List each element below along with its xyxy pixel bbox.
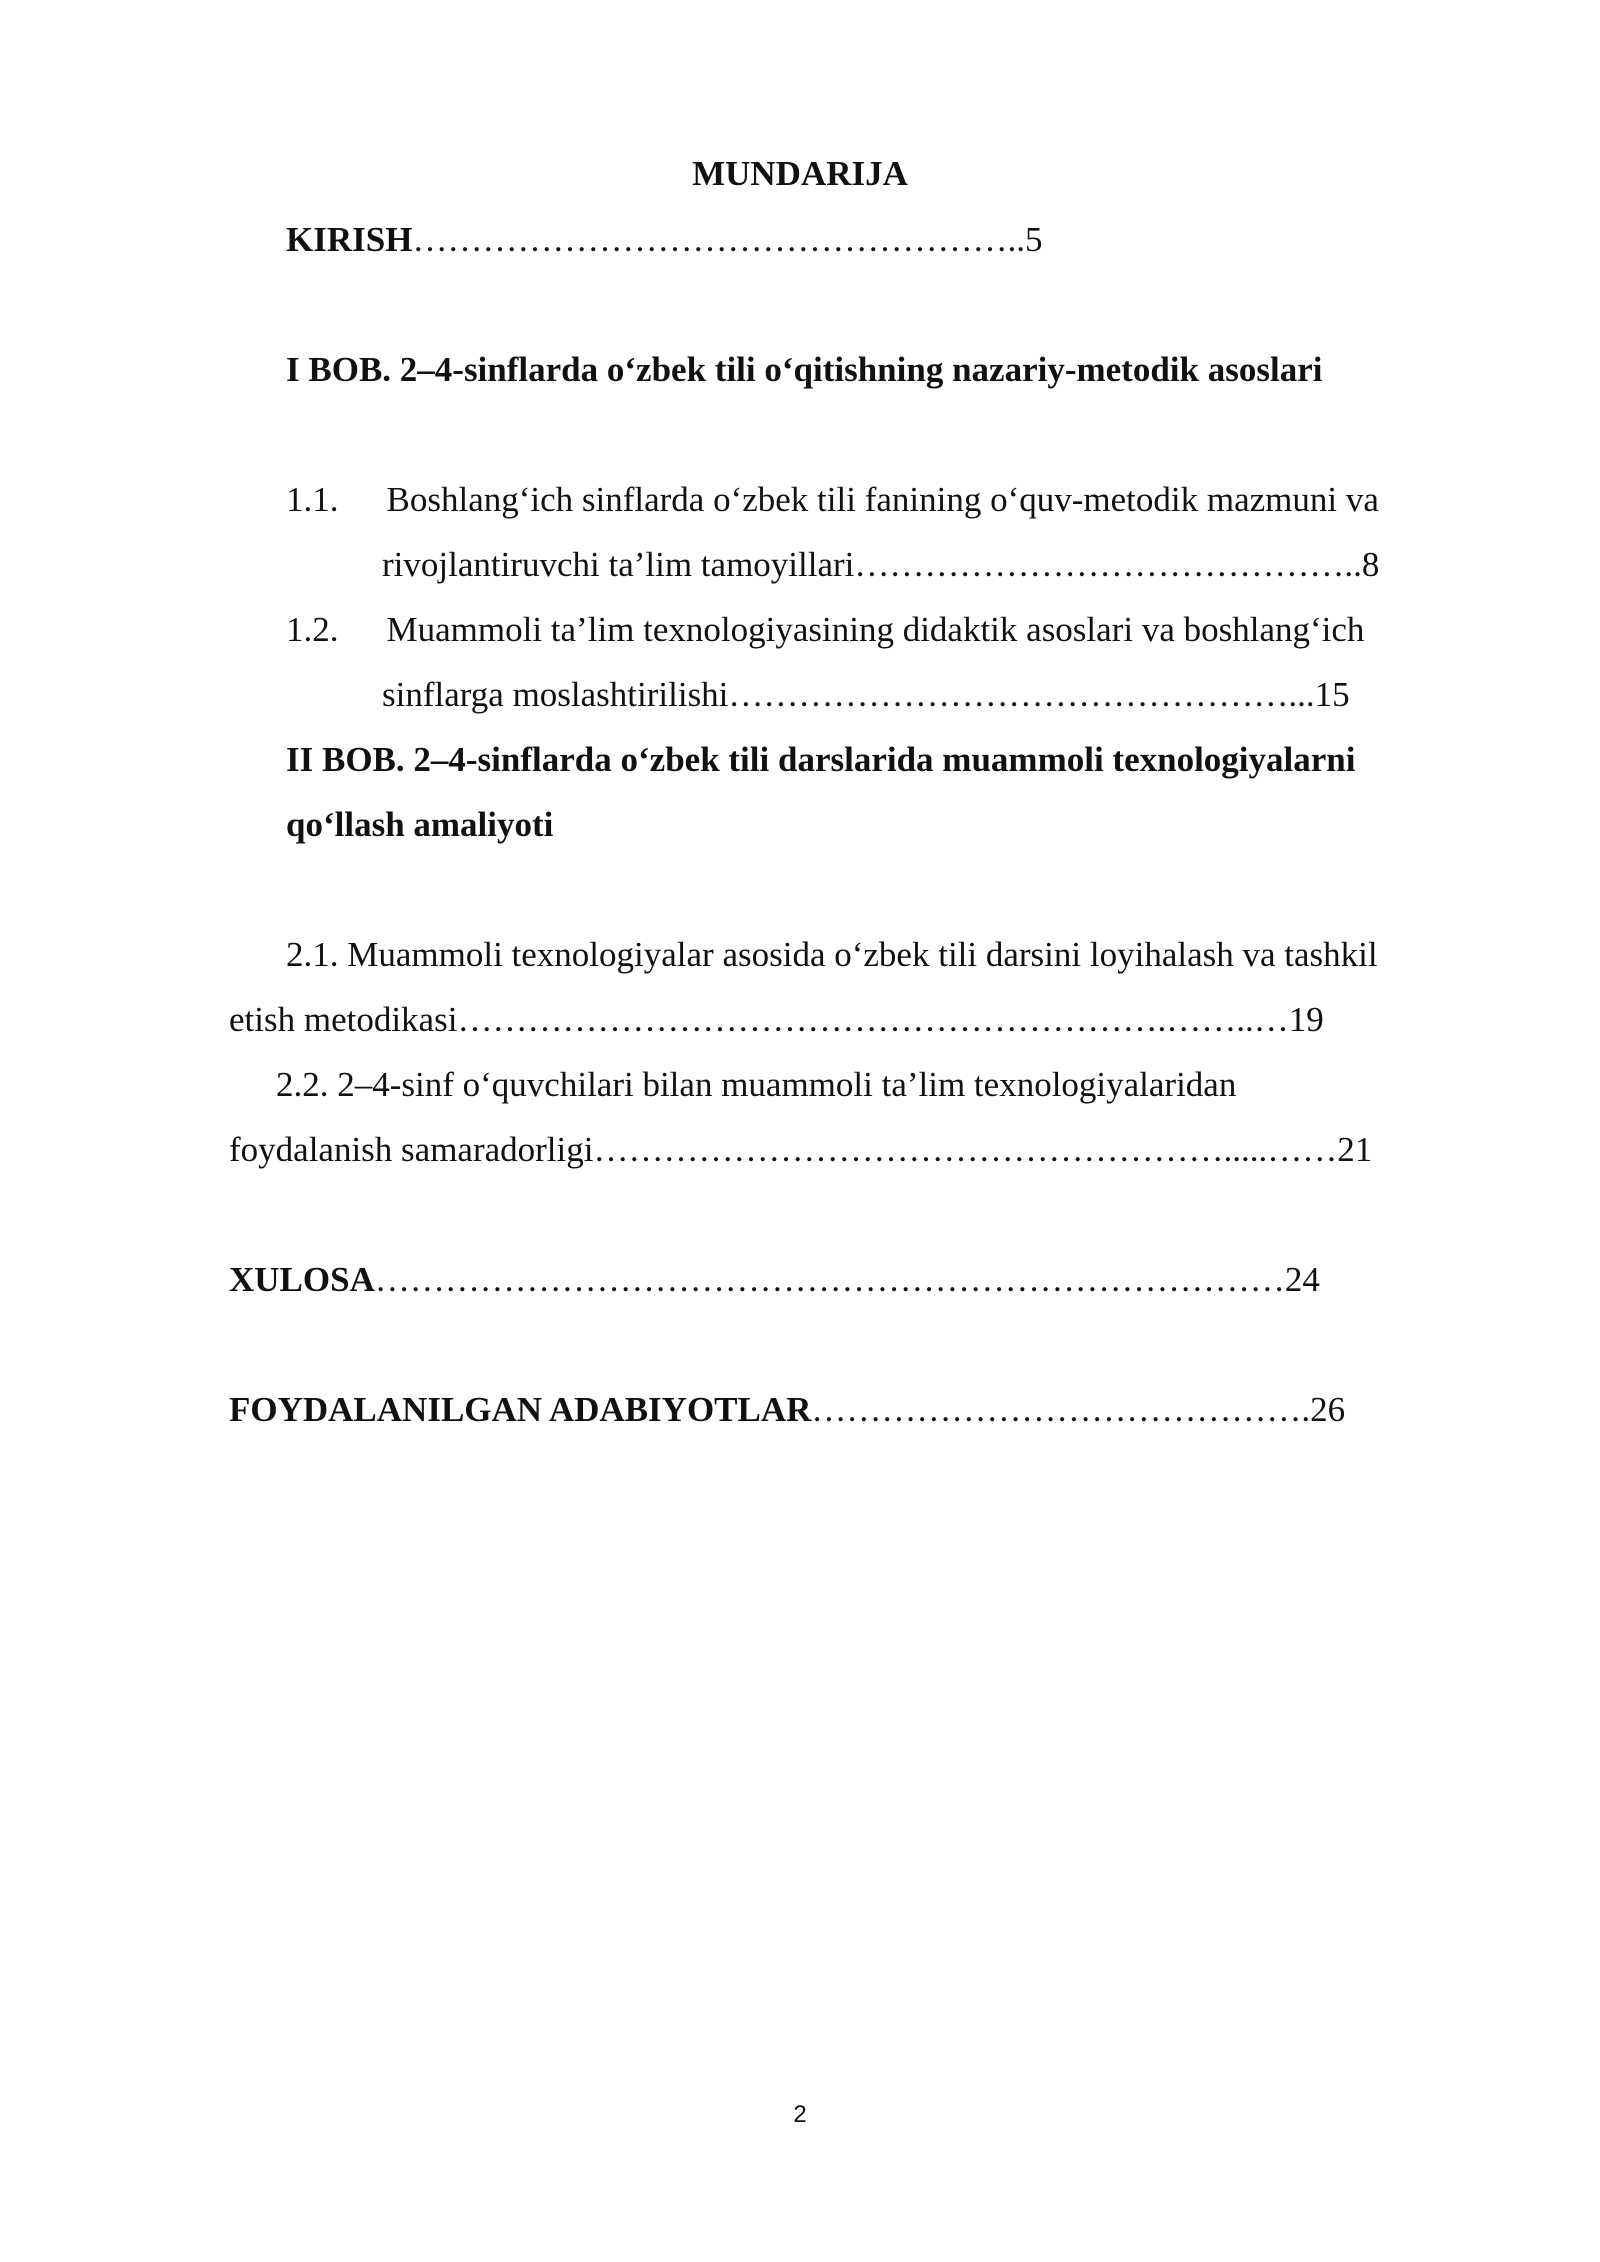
section-title: Muammoli ta’lim texnologiyasining didaktik asoslari va boshlang‘ich [386,610,1365,649]
toc-entry-kirish [286,218,1042,262]
section-title-continued: rivojlantiruvchi ta’lim tamoyillari [382,545,855,584]
toc-page-number: 15 [1314,675,1350,714]
toc-entry-1-1-line1 [286,478,1379,522]
leader-dots: …………………………………….. [854,545,1362,584]
section-number: 1.1. [286,480,339,519]
toc-entry-2-2-line1: 2.2. 2–4-sinf o‘quvchilari bilan muammoli ta’lim texnologiyalaridan [276,1065,1237,1104]
section-title-continued: sinflarga moslashtirilishi [382,675,729,714]
toc-entry-adabiyotlar [229,1388,1345,1432]
toc-entry-2-1-line1: 2.1. Muammoli texnologiyalar asosida o‘zbek tili darsini loyihalash va tashkil [286,935,1378,974]
toc-entry-label: FOYDALANILGAN ADABIYOTLAR [229,1390,812,1429]
leader-dots: …………………………………………………………………… [374,1260,1285,1299]
toc-entry-1-2-line1 [286,608,1364,652]
page-title: MUNDARIJA [692,154,908,193]
toc-page-number: 24 [1284,1260,1320,1299]
section-title: Boshlang‘ich sinflarda o‘zbek tili fanining o‘quv-metodik mazmuni va [386,480,1379,519]
chapter-heading-2-line1: II BOB. 2–4-sinflarda o‘zbek tili darslarida muammoli texnologiyalarni [286,740,1356,779]
toc-page-number: 19 [1288,1000,1324,1039]
toc-entry-2-2-line2 [229,1128,1372,1172]
leader-dots: …………………………………………….. [412,220,1025,259]
toc-entry-1-1-line2 [382,543,1379,587]
leader-dots: ……………………………………. [811,1390,1311,1429]
chapter-heading-2-line2: qo‘llash amaliyoti [286,805,554,844]
leader-dots: ……………………………………………….....…… [593,1130,1338,1169]
toc-entry-xulosa [229,1258,1320,1302]
toc-page-number: 5 [1024,220,1043,259]
leader-dots: …………………………………………... [728,675,1315,714]
toc-page-number: 8 [1361,545,1380,584]
leader-dots: …………………………………………………….……..… [457,1000,1289,1039]
toc-entry-1-2-line2 [382,673,1350,717]
toc-page-number: 26 [1310,1390,1346,1429]
page-number: 2 [793,2101,807,2128]
section-title-continued: foydalanish samaradorligi [229,1130,594,1169]
toc-entry-label: KIRISH [286,220,413,259]
chapter-heading-1: I BOB. 2–4-sinflarda o‘zbek tili o‘qitishning nazariy-metodik asoslari [286,350,1323,389]
section-title-continued: etish metodikasi [229,1000,458,1039]
toc-entry-label: XULOSA [229,1260,375,1299]
section-number: 1.2. [286,610,339,649]
toc-page-number: 21 [1337,1130,1373,1169]
toc-entry-2-1-line2 [229,998,1324,1042]
